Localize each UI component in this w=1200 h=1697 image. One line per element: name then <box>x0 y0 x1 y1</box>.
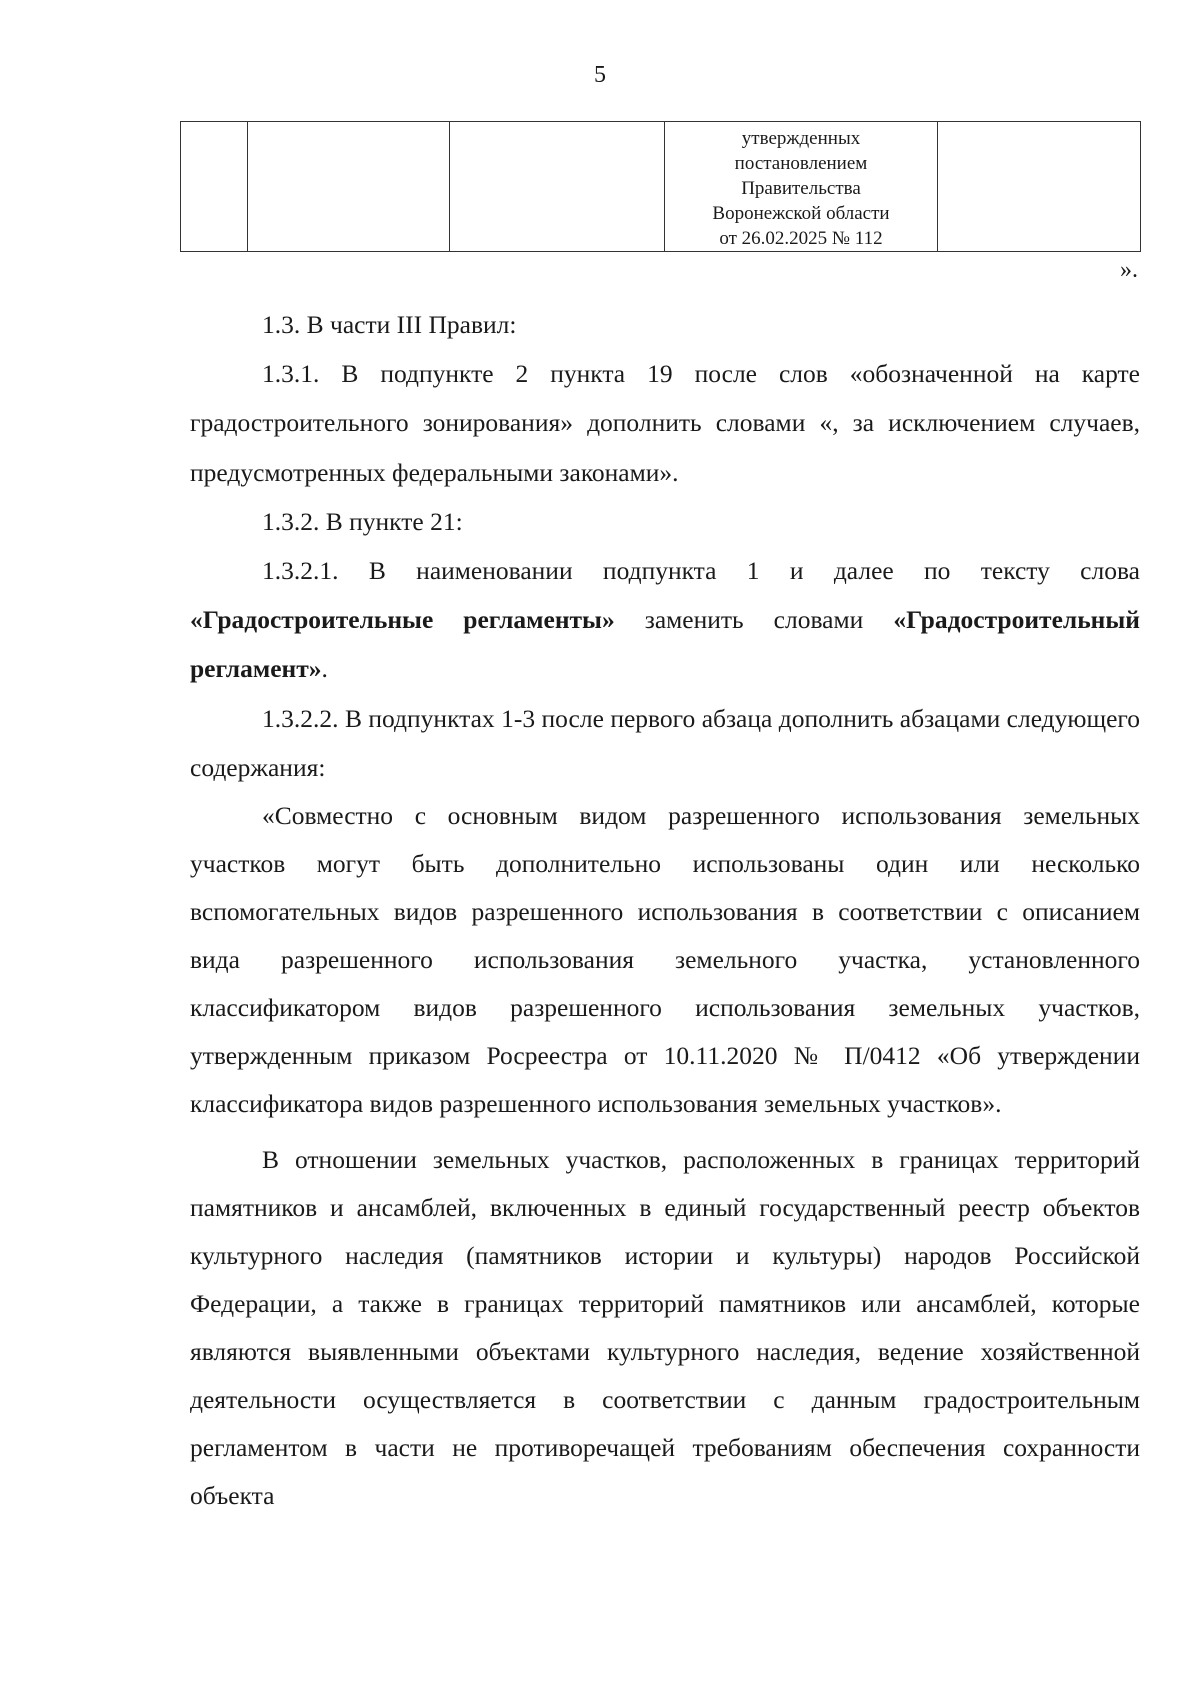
doc-cell-line: Правительства <box>741 178 861 199</box>
p4-bold-new-term: «Градостроительный регламент» <box>190 605 1140 684</box>
table-cell-empty-1 <box>181 122 248 252</box>
quoted-paragraph-auxiliary-use: «Совместно с основным видом разрешенного использования земельных участков могут быть дополнительно использованы один или несколько вспомогательных видов разрешенного использования в соответствии с описанием вида разрешенного использования земельного участка, установленного классификатором видов разрешенного использования земельных участков, утвержденным приказом Росреестра от 10.11.2020 № П/0412 «Об утверждении классификатора видов разрешенного использования земельных участков». <box>190 801 1140 1119</box>
continuation-table <box>180 121 1141 252</box>
paragraph-1-3-2-1 <box>190 546 1140 694</box>
table-cell-empty-5 <box>938 122 1141 252</box>
p4-text-after: . <box>321 654 328 684</box>
p4-text-before: 1.3.2.1. В наименовании подпункта 1 и далее по тексту слова <box>262 556 1140 586</box>
quoted-paragraph-cultural-heritage: В отношении земельных участков, расположенных в границах территорий памятников и ансамблей, включенных в единый государственный реестр объектов культурного наследия (памятников истории и культуры) народов Российской Федерации, а также в границах территорий памятников или ансамблей, которые являются выявленными объектами культурного наследия, ведение хозяйственной деятельности осуществляется в соответствии с данным градостроительным регламентом в части не противоречащей требованиям обеспечения сохранности объекта <box>190 1145 1140 1511</box>
paragraph-1-3-1: 1.3.1. В подпункте 2 пункта 19 после слов «обозначенной на карте градостроительного зонирования» дополнить словами «, за исключением случаев, предусмотренных федеральными законами». <box>190 359 1140 487</box>
table-closing-quote: ». <box>1120 257 1138 283</box>
table-cell-empty-2 <box>248 122 450 252</box>
document-body <box>190 300 1140 1520</box>
paragraph-1-3-2-2: 1.3.2.2. В подпунктах 1-3 после первого абзаца дополнить абзацами следующего содержания: <box>190 703 1140 782</box>
doc-cell-line: постановлением <box>734 153 868 174</box>
paragraph-1-3-2: 1.3.2. В пункте 21: <box>262 506 463 536</box>
page-number: 5 <box>594 62 606 88</box>
table-cell-empty-3 <box>450 122 665 252</box>
p4-text-middle: заменить словами <box>614 605 894 635</box>
p4-bold-old-term: «Градостроительные регламенты» <box>190 605 615 635</box>
doc-cell-line: утвержденных <box>741 128 861 149</box>
table-row <box>181 122 1141 252</box>
doc-cell-line: от 26.02.2025 № 112 <box>719 228 883 249</box>
table-cell-approval-document <box>665 122 938 252</box>
doc-cell-line: Воронежской области <box>712 203 890 224</box>
paragraph-1-3: 1.3. В части III Правил: <box>262 310 517 339</box>
